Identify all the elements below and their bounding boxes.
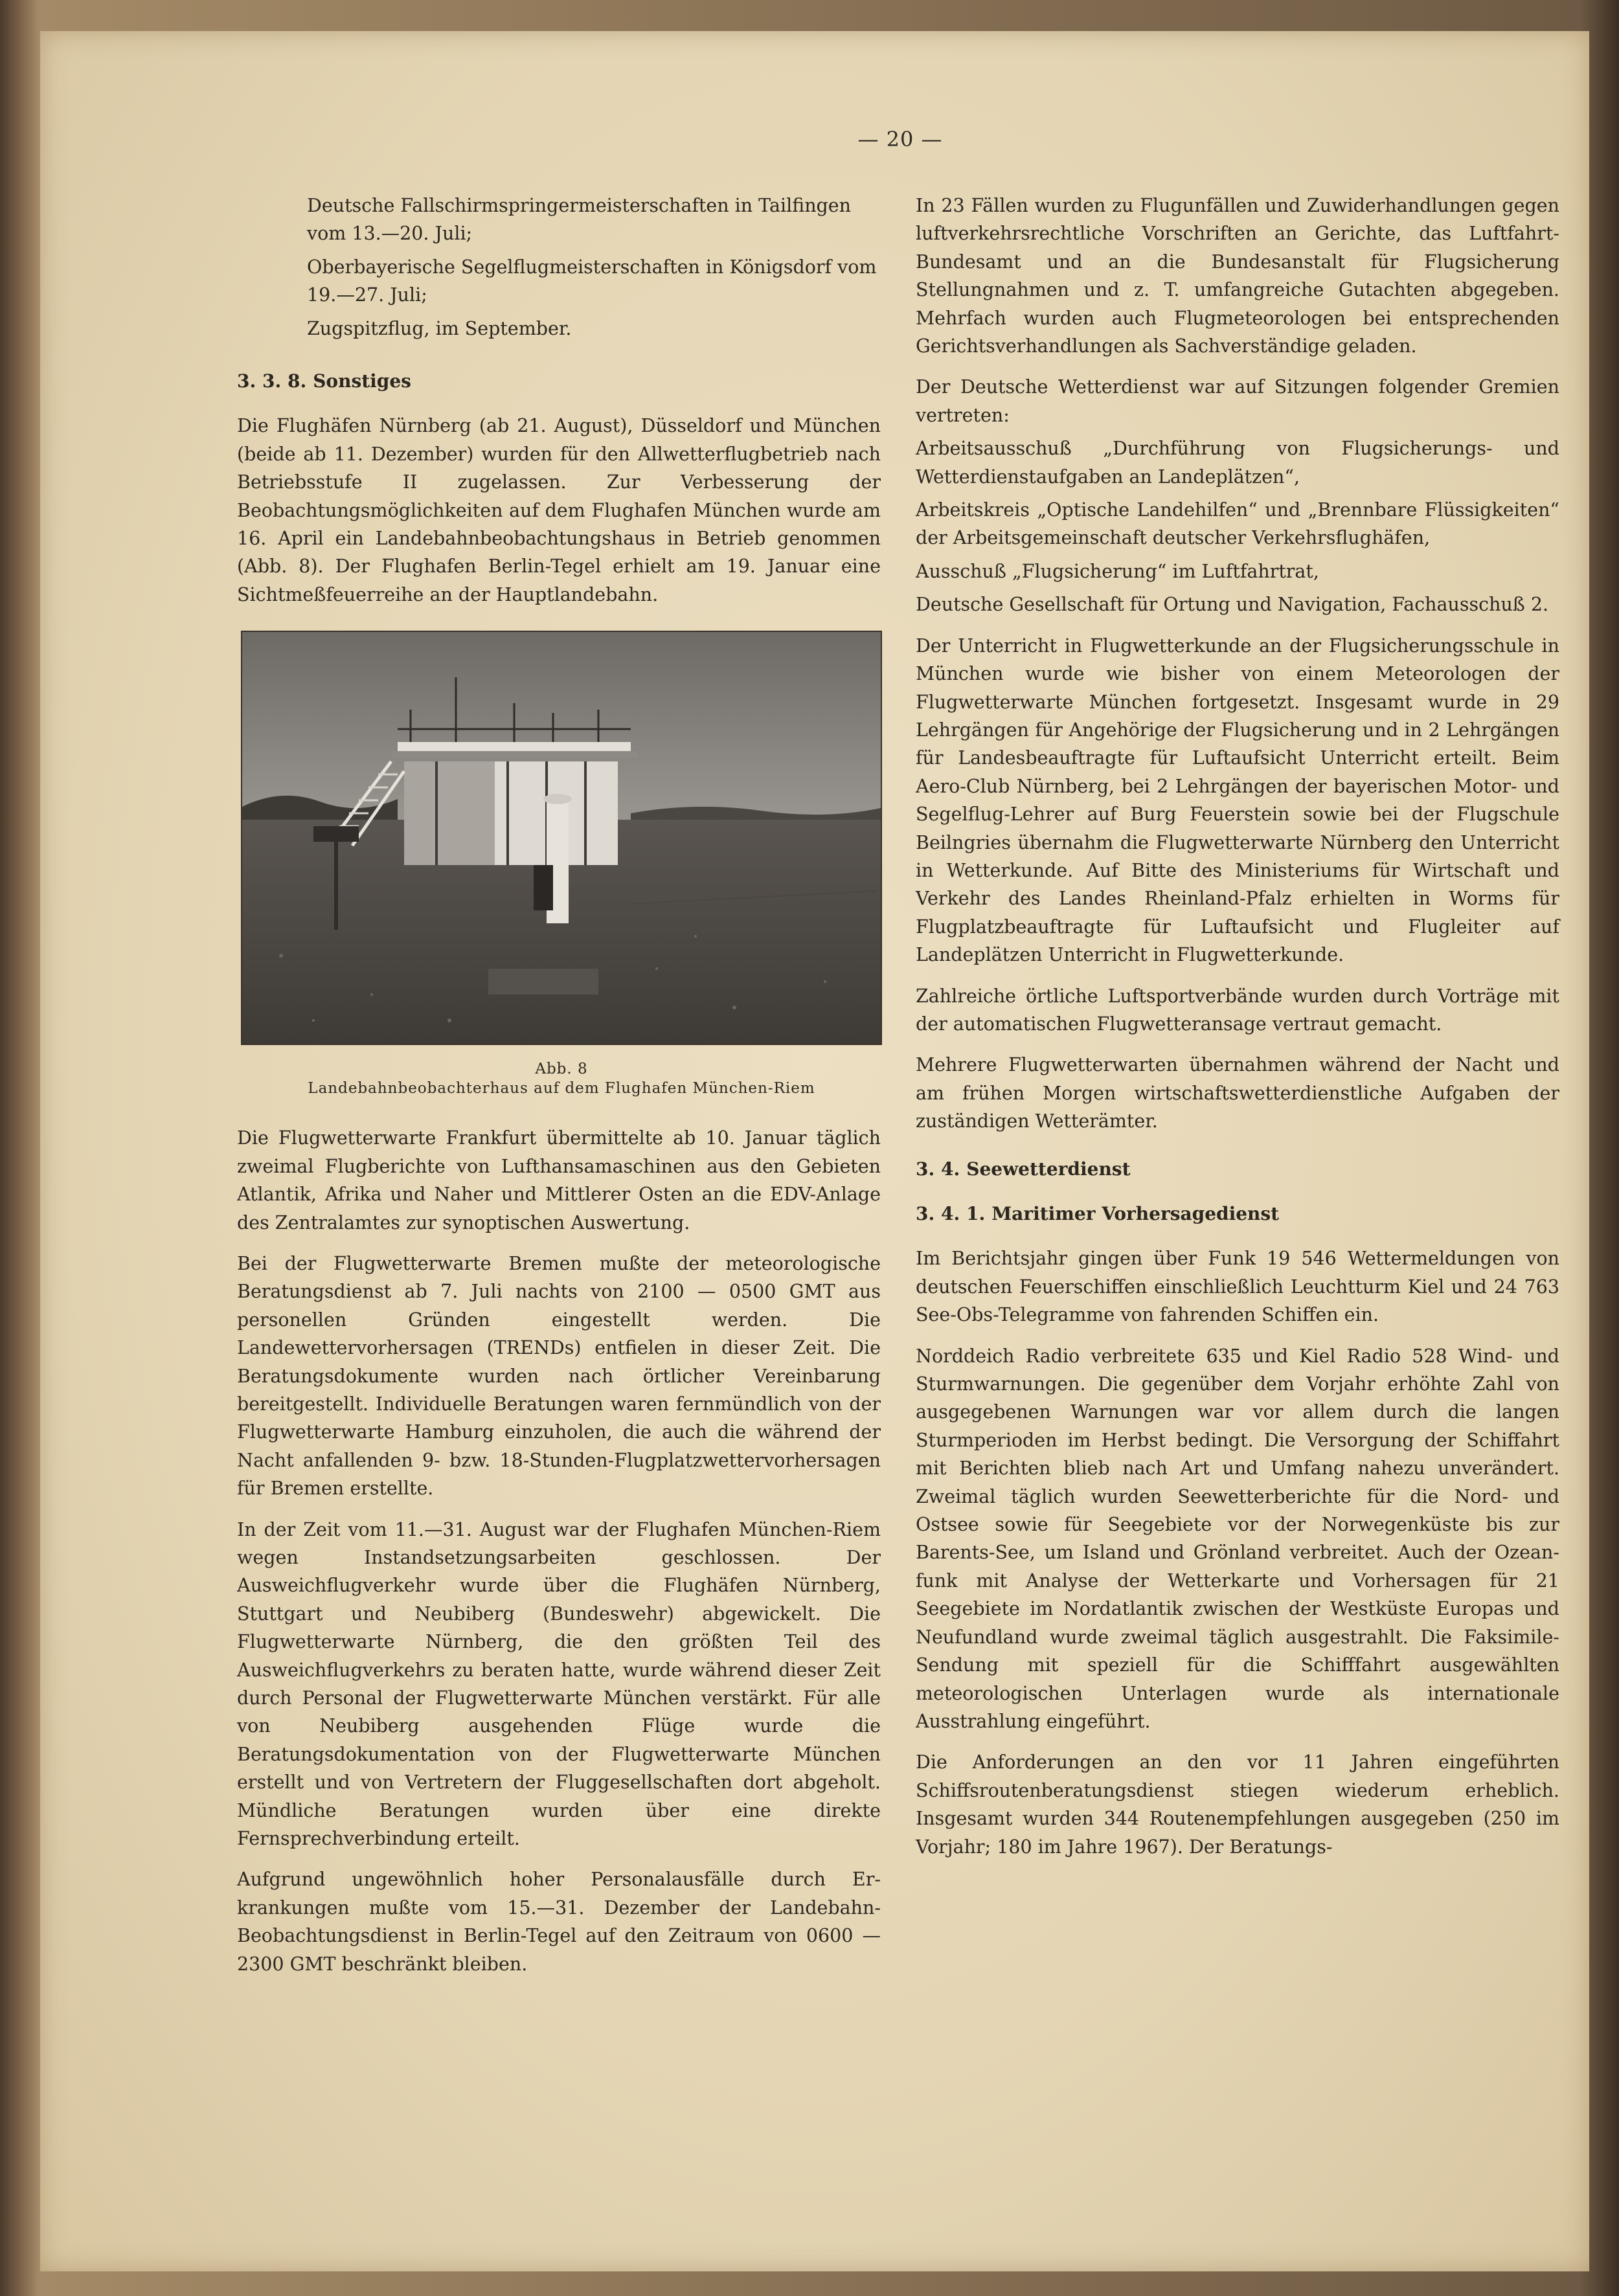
page-number: — 20 — (857, 127, 943, 152)
section-number: 3. 3. 8. (237, 370, 307, 392)
paragraph: Die Anforderungen an den vor 11 Jahren eingeführten Schiffsroutenberatungsdienst stiegen wiederum erheblich. Insgesamt wurden 344 Routenempfehlungen ausgegeben (250 im Vorjahr; 180 im Jahre 1967). Der Beratungs- (916, 1751, 1559, 1858)
figure-caption: Landebahnbeobachterhaus auf dem Flughafen München-Riem (308, 1080, 815, 1097)
right-column (916, 192, 1559, 1874)
paragraph: Aufgrund ungewöhnlich hoher Personalausfälle durch Erkrankungen mußte vom 15.—31. Dezember der Landebahn-Beobachtungsdienst in Berlin-Tegel auf den Zeitraum von 0600 — 2300 GMT beschränkt bleiben. (237, 1869, 881, 1975)
section-number: 3. 4. 1. (916, 1203, 986, 1224)
paragraph: Die Flughäfen Nürnberg (ab 21. August), Düsseldorf und München (beide ab 11. Dezember) wurden für den Allwetterflugbetrieb nach Betriebsstufe II zugelassen. Zur Verbesserung der Beobachtungsmöglichkeiten auf dem Flughafen München wurde am 16. April ein Landebahnbeobachtungshaus in Betrieb genommen (Abb. 8). Der Flughafen Berlin-Tegel erhielt am 19. Januar eine Sichtmeßfeuerreihe an der Hauptlandebahn. (237, 415, 881, 605)
event-item: Deutsche Fallschirmspringermeisterschaften in Tailfingen vom 13.—20. Juli; (307, 195, 852, 245)
section-heading-3-3-8 (237, 367, 881, 395)
committee-item: Ausschuß „Flugsicherung“ im Luftfahrtrat, (916, 560, 1319, 582)
paragraph: Der Unterricht in Flugwetterkunde an der Flugsicherungsschule in München wurde wie bisher von einem Meteorologen der Flugwetterwarte München fortgesetzt. Insgesamt wurde in 29 Lehrgängen für Angehörige der Flugsicherung und in 2 Lehrgängen für Landesbeauftragte für Luftaufsicht Unterricht erteilt. Beim Aero-Club Nürnberg, bei 2 Lehrgängen der bayerischen Motor- und Segelflug-Lehrer auf Burg Feuerstein sowie bei der Flugschule Beilngries übernahm die Flugwetterwarte Nürnberg den Unterricht in Wetterkunde. Auf Bitte des Ministeriums für Wirtschaft und Verkehr des Landes Rheinland-Pfalz erhielten in Worms für Flugplatzbeauftragte für Luftaufsicht und Flugleiter auf Landeplätzen Unterricht in Flugwetterkunde. (916, 635, 1559, 966)
paragraph: In der Zeit vom 11.—31. August war der Flughafen München-Riem wegen Instandsetzungsarbeiten geschlossen. Der Ausweichflugverkehr wurde über die Flughäfen Nürnberg, Stuttgart und Neubiberg (Bundeswehr) abgewickelt. Die Flugwetterwarte Nürnberg, die den größten Teil des Ausweichflugverkehrs zu beraten hatte, wurde während dieser Zeit durch Personal der Flugwetterwarte München verstärkt. Für alle von Neubiberg ausgehenden Flüge wurde die Beratungsdokumentation von der Flugwetterwarte München erstellt und von Vertretern der Fluggesellschaften dort abgeholt. Mündliche Beratungen wurden über eine direkte Fernsprechverbindung erteilt. (237, 1518, 881, 1850)
event-item: Oberbayerische Segelflugmeisterschaften in Königsdorf vom 19.—27. Juli; (307, 256, 877, 306)
section-title: Maritimer Vorhersagedienst (991, 1203, 1280, 1224)
photo-image (242, 632, 881, 1044)
committee-item: Arbeitskreis „Optische Landehilfen“ und „Brennbare Flüssigkeiten“ der Arbeitsgemeinschaft deutscher Verkehrsflughäfen, (916, 499, 1559, 549)
section-title: Seewetterdienst (966, 1158, 1131, 1180)
photo-landing-strip-observation-house (241, 631, 882, 1045)
paragraph: Die Flugwetterwarte Frankfurt übermittelte ab 10. Januar täglich zweimal Flugberichte von Lufthansamaschinen aus den Gebieten Atlantik, Afrika und Naher und Mittlerer Osten an die EDV-Anlage des Zentralamtes zur synoptischen Auswertung. (237, 1127, 881, 1233)
figure (241, 631, 882, 1098)
section-title: Sonstiges (313, 370, 411, 392)
paragraph: In 23 Fällen wurden zu Flugunfällen und Zuwiderhandlungen gegen luftverkehrsrechtliche Vorschriften an Gerichte, das Luftfahrt-Bundesamt und an die Bundesanstalt für Flugsicherung Stellungnahmen und z. T. umfangreiche Gutachten abgegeben. Mehrfach wurden auch Flugmeteorologen bei entsprechenden Gerichtsverhandlungen als Sachverständige geladen. (916, 195, 1559, 357)
paragraph: Im Berichtsjahr gingen über Funk 19 546 Wettermeldungen von deutschen Feuerschiffen einschließlich Leuchtturm Kiel und 24 763 See-Obs-Telegramme von fahrenden Schiffen ein. (916, 1248, 1559, 1326)
paragraph: Bei der Flugwetterwarte Bremen mußte der meteorologische Beratungsdienst ab 7. Juli nachts von 2100 — 0500 GMT aus personellen Gründen eingestellt werden. Die Landewettervorhersagen (TRENDs) entfielen in dieser Zeit. Die Beratungsdokumente wurden nach örtlicher Vereinbarung bereitgestellt. Individuelle Beratungen waren fernmündlich von der Flugwetterwarte Hamburg einzuholen, die auch die während der Nacht anfallenden 9- bzw. 18-Stunden-Flugplatzwettervorhersagen für Bremen erstellte. (237, 1252, 881, 1500)
committee-item: Deutsche Gesellschaft für Ortung und Navigation, Fachausschuß 2. (916, 594, 1549, 616)
paragraph: Der Deutsche Wetterdienst war auf Sitzungen folgender Gremien vertreten: (916, 376, 1559, 426)
section-number: 3. 4. (916, 1158, 960, 1180)
paragraph: Norddeich Radio verbreitete 635 und Kiel Radio 528 Wind- und Sturmwarnungen. Die gegenüber dem Vorjahr erhöhte Zahl von ausgegebenen Warnungen war vor allem durch die langen Sturmperioden im Herbst bedingt. Die Versorgung der Schiffahrt mit Berichten blieb nach Art und Umfang nahezu unverändert. Zweimal täglich wurden Seewetterberichte für die Nord- und Ostsee sowie für Seegebiete vor der Norwegenküste bis zur Barents-See, um Island und Grönland verbreitet. Auch der Ozeanfunk mit Analyse der Wetterkarte und Vorhersagen für 21 Seegebiete im Nordatlantik zwischen der Westküste Europas und Neufundland wurde zweimal täglich ausgestrahlt. Die Faksimile-Sendung mit speziell für die Schifffahrt ausgewählten meteorologischen Unterlagen wurde als internationale Ausstrahlung eingeführt. (916, 1345, 1559, 1732)
committee-item: Arbeitsausschuß „Durchführung von Flugsicherungs- und Wetterdienstaufgaben an Landeplätzen“, (916, 438, 1559, 488)
figure-number: Abb. 8 (535, 1061, 588, 1078)
section-heading-3-4 (916, 1155, 1559, 1183)
paragraph: Mehrere Flugwetterwarten übernahmen während der Nacht und am frühen Morgen wirtschaftswetterdienstliche Aufgaben der zuständigen Wetterämter. (916, 1054, 1559, 1132)
paragraph: Zahlreiche örtliche Luftsportverbände wurden durch Vorträge mit der automatischen Flugwetteransage vertraut gemacht. (916, 985, 1559, 1035)
section-heading-3-4-1 (916, 1200, 1559, 1228)
event-item: Zugspitzflug, im September. (307, 317, 572, 339)
left-column (237, 192, 881, 1991)
